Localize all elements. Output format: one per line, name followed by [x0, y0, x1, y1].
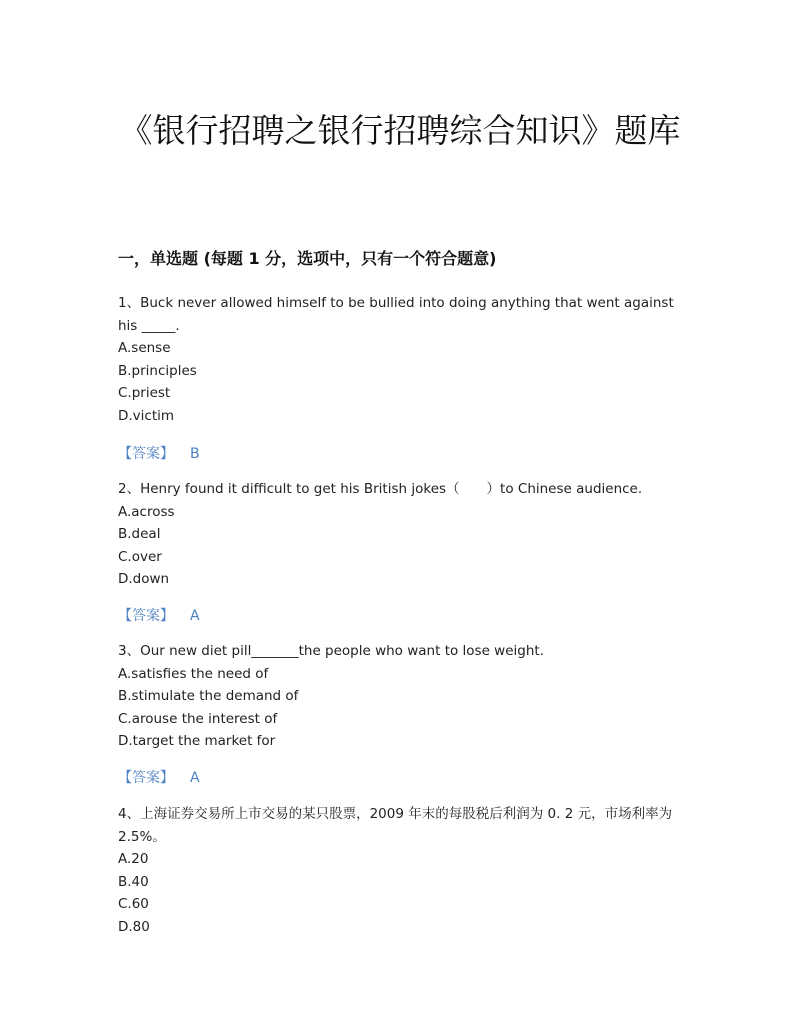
answer-label: 【答案】: [118, 446, 174, 462]
answer-value: B: [190, 446, 200, 462]
option-a: A.across: [118, 503, 175, 520]
question-stem: 1、Buck never allowed himself to be bullied into doing anything that went against his _____.: [118, 295, 674, 334]
option-d: D.target the market for: [118, 733, 276, 749]
option-d: D.victim: [118, 407, 175, 424]
option-b: B.principles: [118, 362, 197, 379]
option-b: B.stimulate the demand of: [118, 688, 299, 704]
answer-1: [118, 443, 200, 463]
option-c: C.arouse the interest of: [118, 710, 278, 727]
answer-label: 【答案】: [118, 608, 174, 624]
question-2: [118, 478, 688, 591]
option-a: A.sense: [118, 340, 171, 356]
option-c: C.priest: [118, 385, 171, 401]
question-1: [118, 292, 688, 427]
question-stem: 4、上海证券交易所上市交易的某只股票，2009 年末的每股税后利润为 0. 2 元，市场利率为 2.5%。: [118, 806, 673, 845]
option-c: C.over: [118, 548, 162, 565]
option-d: D.80: [118, 918, 150, 935]
option-d: D.down: [118, 571, 170, 587]
option-c: C.60: [118, 896, 149, 912]
question-3: [118, 640, 688, 753]
question-stem: 2、Henry found it difficult to get his British jokes（ ）to Chinese audience.: [118, 481, 643, 497]
option-b: B.deal: [118, 526, 161, 542]
option-a: A.20: [118, 851, 149, 867]
question-stem: 3、Our new diet pill_______the people who want to lose weight.: [118, 643, 544, 659]
answer-2: [118, 605, 200, 625]
option-a: A.satisfies the need of: [118, 665, 269, 682]
answer-label: 【答案】: [118, 770, 174, 786]
answer-value: A: [190, 608, 200, 624]
answer-3: [118, 767, 200, 787]
option-b: B.40: [118, 873, 149, 890]
answer-value: A: [190, 770, 200, 786]
question-4: [118, 803, 688, 938]
section-heading: 一，单选题 (每题 1 分，选项中，只有一个符合题意): [118, 249, 497, 268]
document-title: 《银行招聘之银行招聘综合知识》题库: [119, 111, 681, 150]
